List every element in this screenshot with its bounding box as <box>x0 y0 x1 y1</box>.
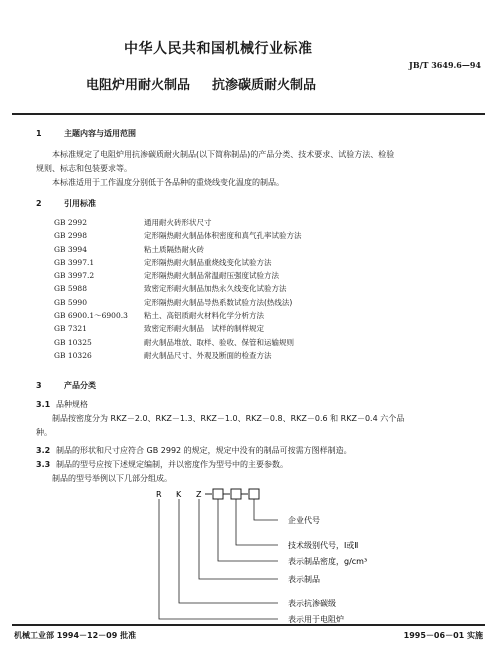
item-line: 制品按密度分为 RKZ－2.0、RKZ－1.3、RKZ－1.0、RKZ－0.8、RKZ－0.6 和 RKZ－0.4 六个品 <box>52 414 405 423</box>
leader-line-furnace <box>159 499 278 619</box>
reference-code: GB 3994 <box>54 244 87 254</box>
title-main: 电阻炉用耐火制品 <box>86 78 191 93</box>
reference-name: 定形隔热耐火制品常温耐压强度试验方法 <box>144 271 279 281</box>
diagram-label: 表示用于电阻炉 <box>288 615 344 624</box>
item-3-2 <box>36 444 476 458</box>
diagram-box-density <box>213 489 223 499</box>
reference-row <box>54 309 302 322</box>
item-3-3 <box>36 458 476 486</box>
item-heading <box>36 458 476 472</box>
leader-line-enterprise <box>254 499 278 520</box>
item-line: 制品的型号举例以下几部分组成。 <box>52 474 172 483</box>
reference-code: GB 7321 <box>54 324 87 334</box>
reference-code: GB 6900.1～6900.3 <box>54 311 128 321</box>
diagram-letter-k: K <box>176 490 182 499</box>
standard-code: JB/T 3649.6—94 <box>409 60 481 70</box>
reference-code: GB 2992 <box>54 218 87 227</box>
reference-name: 粘土、高铝质耐火材料化学分析方法 <box>144 311 264 321</box>
diagram-label: 表示制品密度，g/cm³ <box>288 557 368 566</box>
reference-code: GB 5990 <box>54 297 87 307</box>
reference-name: 致密定形耐火制品 试样的制样规定 <box>144 324 264 334</box>
reference-row <box>54 243 302 256</box>
section-2-heading <box>36 198 96 209</box>
reference-name: 致密定形耐火制品加热永久线变化试验方法 <box>144 284 287 294</box>
section-title: 主题内容与适用范围 <box>64 129 136 138</box>
top-rule <box>12 113 485 115</box>
reference-name: 粘土质隔热耐火砖 <box>144 244 204 254</box>
item-number: 3.3 <box>36 460 51 469</box>
reference-code: GB 10325 <box>54 337 92 347</box>
section-number: 1 <box>36 129 42 138</box>
bottom-rule <box>12 624 485 626</box>
reference-row <box>54 336 302 349</box>
reference-code: GB 3997.2 <box>54 271 95 281</box>
item-number: 3.1 <box>36 400 51 409</box>
approval-date: 机械工业部 1994－12－09 批准 <box>14 631 137 640</box>
reference-row <box>54 216 302 229</box>
section-1-heading <box>36 128 136 139</box>
section-3-heading <box>36 380 96 391</box>
paragraph-line: 规则、标志和包装要求等。 <box>36 164 132 173</box>
section-number: 3 <box>36 381 42 390</box>
reference-code: GB 2998 <box>54 231 87 241</box>
section-title: 引用标准 <box>64 199 96 208</box>
reference-row <box>54 322 302 335</box>
leader-line-grade <box>236 499 278 545</box>
model-designation-diagram <box>150 485 480 625</box>
paragraph-line: 本标准适用于工作温度分别低于各品种的重烧线变化温度的制品。 <box>52 178 284 187</box>
item-text: 制品的形状和尺寸应符合 GB 2992 的规定，规定中没有的制品可按需方图样制造。 <box>56 446 352 455</box>
diagram-letter-r: R <box>156 490 162 499</box>
reference-code: GB 10326 <box>54 350 92 360</box>
reference-name: 通用耐火砖形状尺寸 <box>144 218 212 227</box>
reference-row <box>54 229 302 242</box>
diagram-letter-z: Z <box>196 490 202 499</box>
reference-code: GB 3997.1 <box>54 257 95 267</box>
reference-standards-list <box>54 216 302 362</box>
section-title: 产品分类 <box>64 381 96 390</box>
reference-name: 耐火制品堆放、取样、验收、保管和运输规则 <box>144 337 294 347</box>
reference-row <box>54 256 302 269</box>
diagram-label: 表示抗渗碳级 <box>288 599 336 608</box>
reference-name: 耐火制品尺寸、外观及断面的检查方法 <box>144 350 272 360</box>
section-1-paragraph <box>36 148 476 190</box>
diagram-label: 企业代号 <box>288 516 320 525</box>
item-heading <box>36 398 476 412</box>
reference-row <box>54 296 302 309</box>
diagram-box-enterprise <box>249 489 259 499</box>
diagram-label: 表示制品 <box>288 575 320 584</box>
item-number: 3.2 <box>36 446 51 455</box>
item-title: 品种规格 <box>56 400 88 409</box>
leader-line-product <box>199 499 278 579</box>
reference-row <box>54 269 302 282</box>
reference-name: 定形隔热耐火制品重烧线变化试验方法 <box>144 257 272 267</box>
reference-row <box>54 349 302 362</box>
standard-org-title: 中华人民共和国机械行业标准 <box>124 41 313 57</box>
effective-date: 1995－06－01 实施 <box>403 631 483 640</box>
title-sub: 抗渗碳质耐火制品 <box>212 78 317 93</box>
item-text: 制品的型号应按下述规定编制，并以密度作为型号中的主要参数。 <box>56 460 288 469</box>
diagram-box-grade <box>231 489 241 499</box>
leader-line-density <box>218 499 278 561</box>
item-line: 种。 <box>36 428 52 437</box>
paragraph-line: 本标准规定了电阻炉用抗渗碳质耐火制品(以下简称制品)的产品分类、技术要求、试验方法、检验 <box>52 150 395 159</box>
reference-row <box>54 282 302 295</box>
reference-name: 定形隔热耐火制品体积密度和真气孔率试验方法 <box>144 231 302 241</box>
item-3-1 <box>36 398 476 440</box>
reference-code: GB 5988 <box>54 284 87 294</box>
reference-name: 定形隔热耐火制品导热系数试验方法(热线法) <box>144 297 293 307</box>
diagram-label: 技术级别代号，Ⅰ或Ⅱ <box>288 541 359 550</box>
document-title <box>86 74 316 93</box>
section-number: 2 <box>36 199 42 208</box>
leader-line-anticarb <box>179 499 278 603</box>
